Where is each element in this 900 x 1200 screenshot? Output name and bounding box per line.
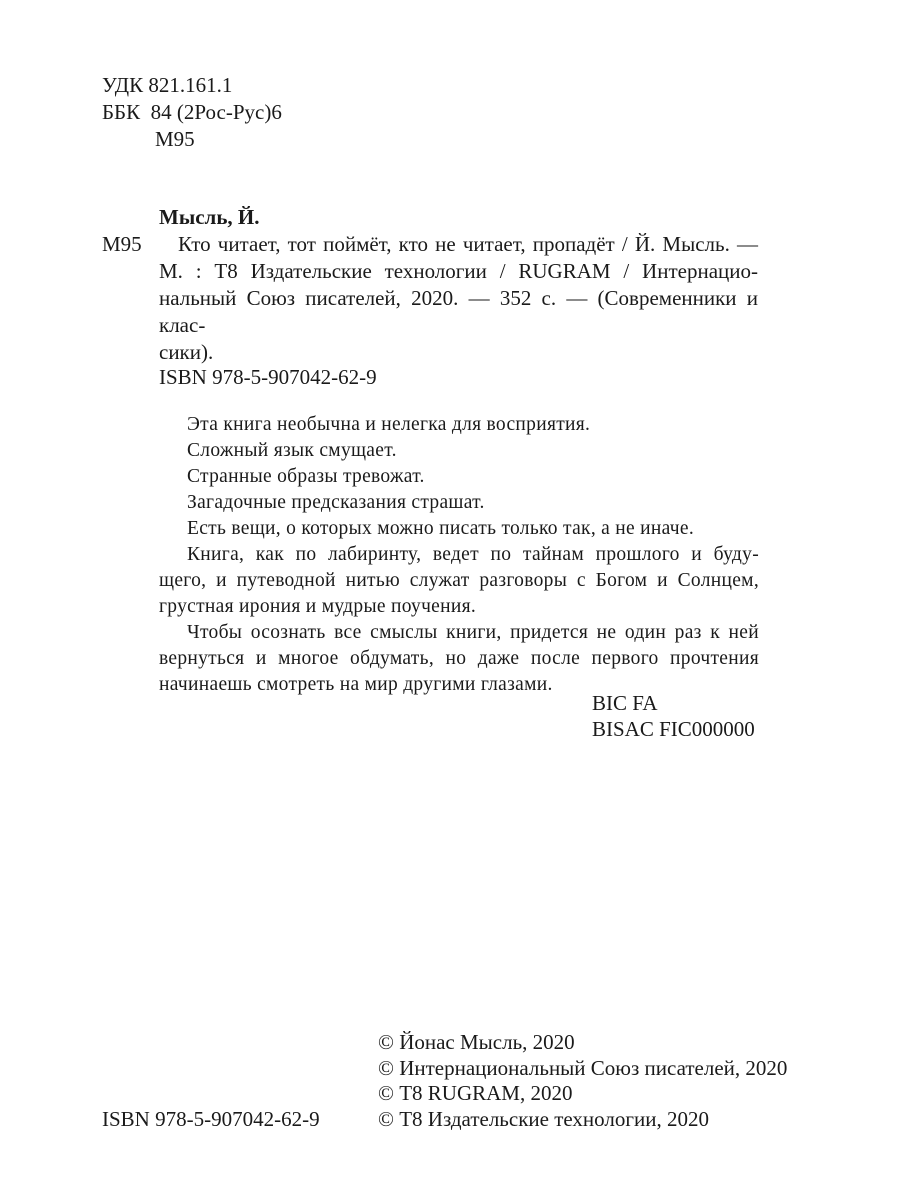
bibliographic-description bbox=[178, 231, 758, 257]
author-heading: Мысль, Й. bbox=[159, 205, 260, 229]
annotation-line: Есть вещи, о которых можно писать только так, а не иначе. bbox=[187, 518, 695, 539]
bib-line: сики). bbox=[159, 340, 214, 364]
bottom-isbn: ISBN 978-5-907042-62-9 bbox=[102, 1107, 320, 1131]
copyright-line: © Т8 RUGRAM, 2020 bbox=[378, 1081, 573, 1105]
annotation-line: Странные образы тревожат. bbox=[187, 466, 425, 487]
annotation-line: щего, и путеводной нитью служат разговоры с Богом и Солнцем, bbox=[159, 570, 759, 591]
bbk-code: ББК 84 (2Рос-Рус)6 bbox=[102, 100, 282, 124]
bibliographic-description-cont bbox=[159, 258, 758, 366]
annotation-line: Эта книга необычна и нелегка для восприятия. bbox=[187, 414, 591, 435]
copyright-block bbox=[378, 1030, 787, 1132]
annotation-line: Книга, как по лабиринту, ведет по тайнам прошлого и буду- bbox=[187, 544, 759, 565]
bic-code: BIC FA bbox=[592, 691, 658, 715]
annotation-line: грустная ирония и мудрые поучения. bbox=[159, 596, 477, 617]
bib-line: нальный Союз писателей, 2020. — 352 с. — (Современники и клас- bbox=[159, 286, 758, 337]
annotation-line: начинаешь смотреть на мир другими глазами. bbox=[159, 674, 553, 695]
copyright-line: © Йонас Мысль, 2020 bbox=[378, 1030, 575, 1054]
bib-line: Кто читает, тот поймёт, кто не читает, пропадёт / Й. Мысль. — bbox=[178, 232, 758, 256]
annotation bbox=[159, 412, 759, 698]
bisac-code: BISAC FIC000000 bbox=[592, 717, 755, 741]
author-mark: М95 bbox=[155, 127, 195, 151]
isbn: ISBN 978-5-907042-62-9 bbox=[159, 365, 377, 389]
annotation-line: Загадочные предсказания страшат. bbox=[187, 492, 485, 513]
bib-line: М. : Т8 Издательские технологии / RUGRAM / Интернацио- bbox=[159, 259, 758, 283]
copyright-line: © Интернациональный Союз писателей, 2020 bbox=[378, 1055, 788, 1080]
copyright-line: © Т8 Издательские технологии, 2020 bbox=[378, 1106, 709, 1131]
side-author-mark: М95 bbox=[102, 232, 142, 256]
udk-code: УДК 821.161.1 bbox=[102, 73, 233, 97]
annotation-line: вернуться и многое обдумать, но даже после первого прочтения bbox=[159, 648, 759, 669]
annotation-line: Чтобы осознать все смыслы книги, придется не один раз к ней bbox=[187, 622, 759, 643]
annotation-line: Сложный язык смущает. bbox=[187, 440, 397, 461]
